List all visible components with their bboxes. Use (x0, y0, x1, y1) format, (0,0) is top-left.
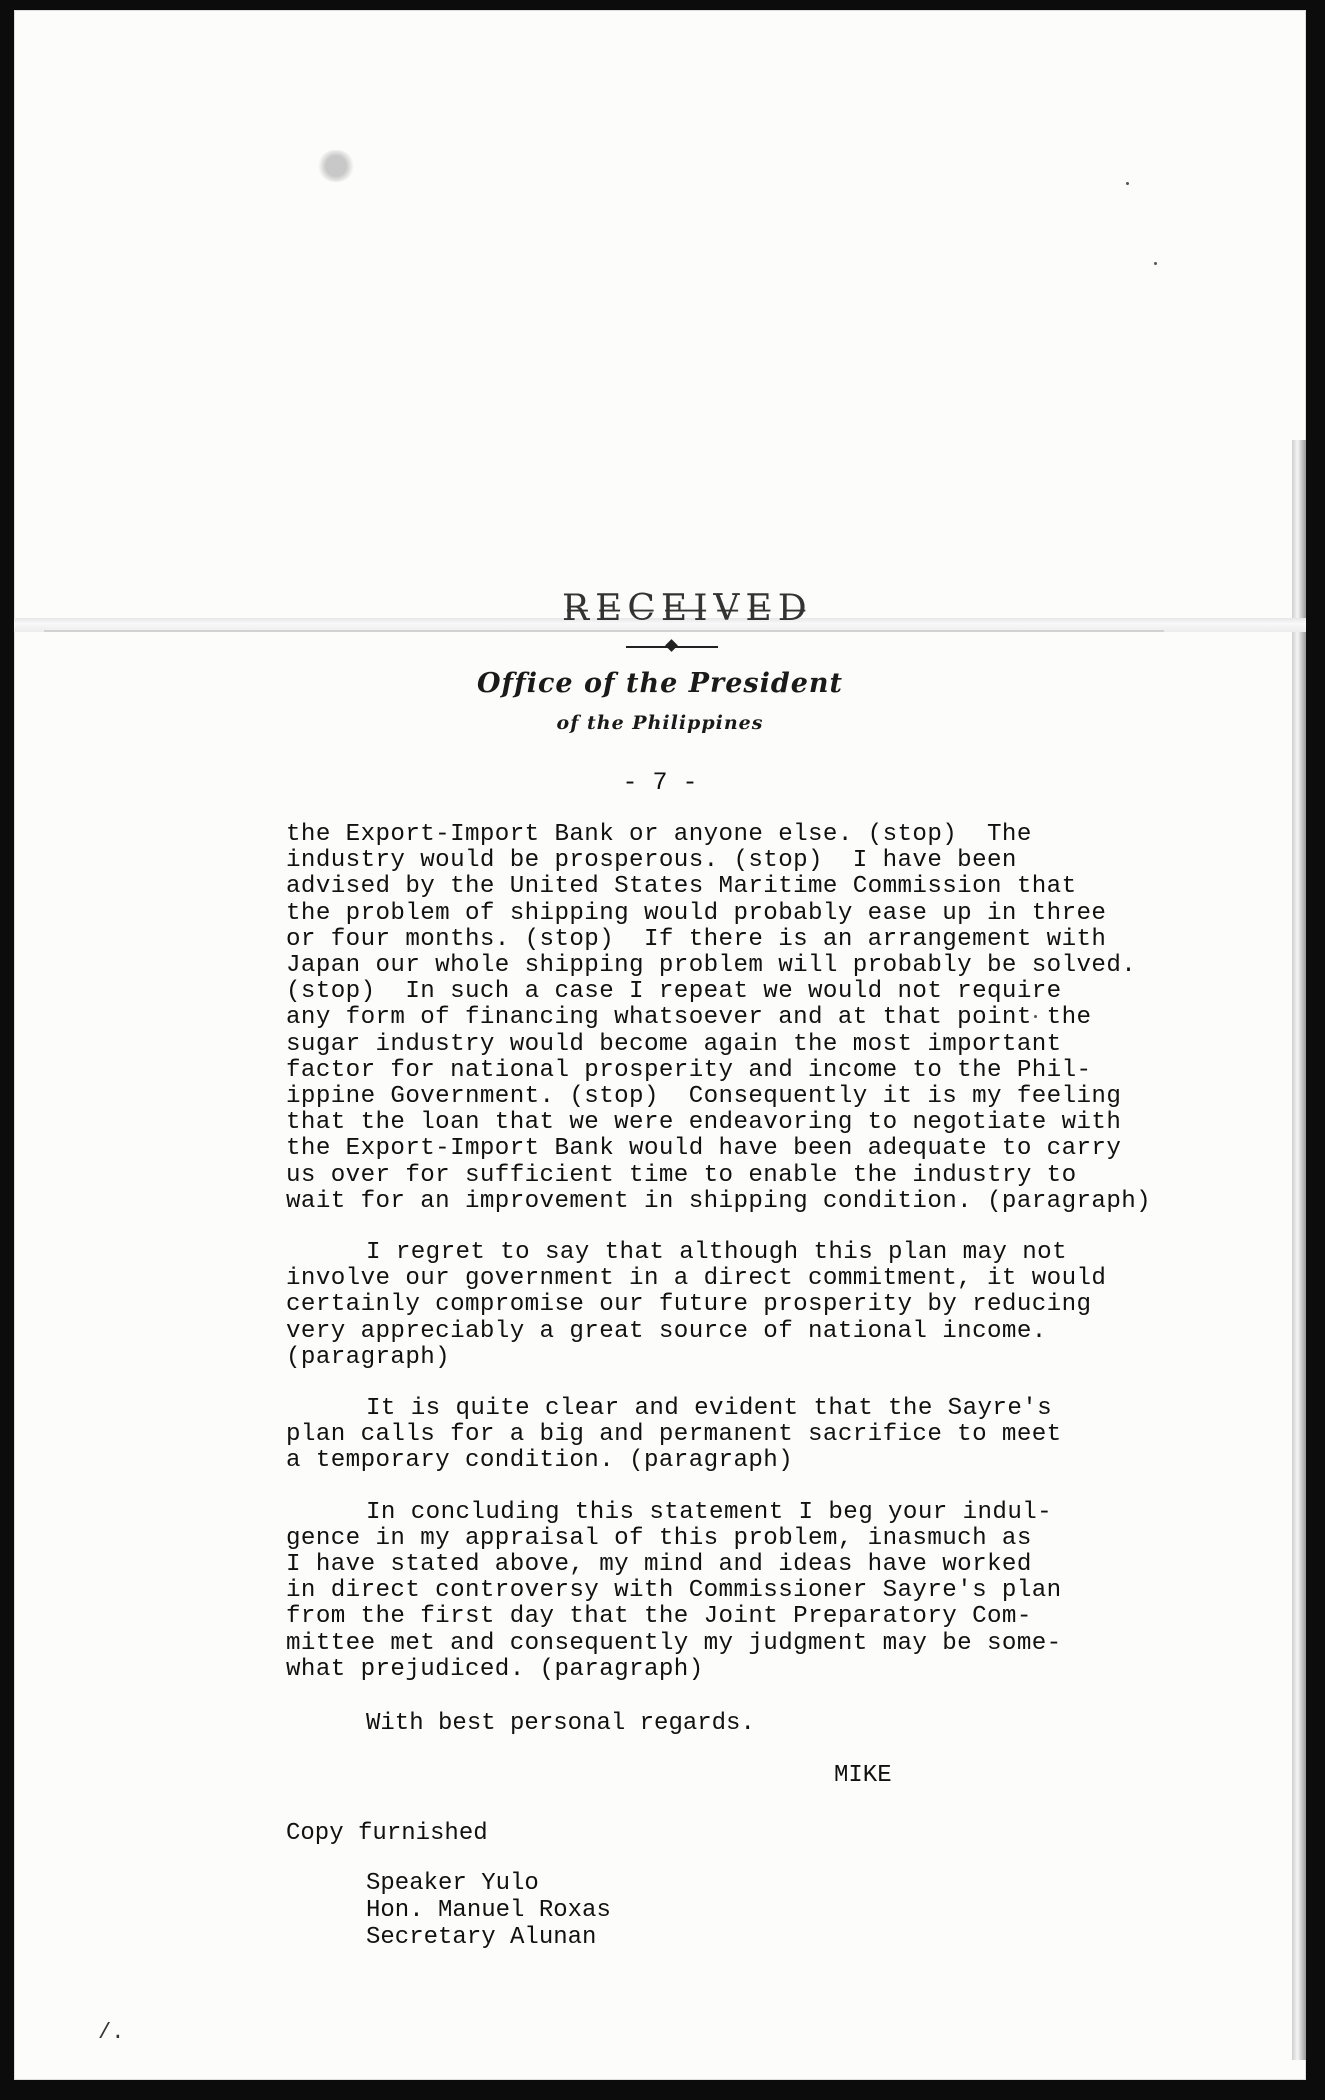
signature: MIKE (834, 1762, 892, 1789)
text-line: sugar industry would become again the most important (286, 1030, 1062, 1058)
letterhead-ornament (665, 639, 678, 652)
speck (1126, 182, 1129, 185)
paragraph (286, 1240, 1286, 1371)
paragraph-gap (286, 1371, 1286, 1396)
paragraph (286, 1396, 1286, 1475)
text-line: what prejudiced. (paragraph) (286, 1655, 704, 1683)
text-line: the Export-Import Bank would have been adequate to carry (286, 1135, 1122, 1163)
page-number: - 7 - (622, 768, 698, 797)
margin-mark: /. (98, 2020, 125, 2045)
fold-line (44, 630, 1164, 632)
text-line: factor for national prosperity and income to the Phil- (286, 1056, 1092, 1084)
letterhead-subtitle: of the Philippines (556, 712, 764, 734)
cut-off-stamp: R̶E̶C̶E̶I̶V̶E̶D̶ (562, 588, 813, 629)
text-line: In concluding this statement I beg your indul- (366, 1498, 1053, 1526)
text-line: plan calls for a big and permanent sacrifice to meet (286, 1421, 1062, 1449)
text-line: mittee met and consequently my judgment may be some- (286, 1629, 1062, 1657)
text-line: I regret to say that although this plan may not (366, 1239, 1067, 1267)
text-line: from the first day that the Joint Preparatory Com- (286, 1603, 1032, 1631)
text-line: the Export-Import Bank or anyone else. (stop) The (286, 821, 1032, 848)
recipient: Secretary Alunan (366, 1924, 597, 1951)
document-page (14, 10, 1306, 2080)
text-line: (stop) In such a case I repeat we would not require (286, 978, 1062, 1006)
text-line: I have stated above, my mind and ideas have worked (286, 1551, 1032, 1579)
text-line: certainly compromise our future prosperity by reducing (286, 1291, 1092, 1319)
letter-body (286, 822, 1286, 1683)
paragraph (286, 822, 1286, 1215)
text-line: It is quite clear and evident that the Sayre's (366, 1395, 1053, 1423)
text-line: advised by the United States Maritime Commission that (286, 873, 1077, 901)
recipient: Speaker Yulo (366, 1870, 539, 1897)
text-line: us over for sufficient time to enable the industry to (286, 1161, 1077, 1189)
letterhead-title: Office of the President (476, 668, 844, 699)
ink-smudge (316, 150, 356, 182)
paragraph (286, 1500, 1286, 1683)
text-line: very appreciably a great source of national income. (286, 1317, 1047, 1345)
text-line: gence in my appraisal of this problem, inasmuch as (286, 1524, 1032, 1552)
speck (1154, 262, 1157, 265)
text-line: the problem of shipping would probably ease up in three (286, 899, 1107, 927)
text-line: involve our government in a direct commitment, it would (286, 1265, 1107, 1293)
text-line: in direct controversy with Commissioner Sayre's plan (286, 1577, 1062, 1605)
text-line: that the loan that we were endeavoring to negotiate with (286, 1109, 1122, 1137)
closing-line: With best personal regards. (366, 1710, 755, 1737)
text-line: or four months. (stop) If there is an arrangement with (286, 925, 1107, 953)
text-line: a temporary condition. (paragraph) (286, 1447, 794, 1475)
text-line: industry would be prosperous. (stop) I have been (286, 847, 1017, 875)
text-line: any form of financing whatsoever and at that point the (286, 1004, 1092, 1032)
paragraph-gap (286, 1215, 1286, 1240)
text-line: ippine Government. (stop) Consequently it is my feeling (286, 1083, 1122, 1111)
text-line: wait for an improvement in shipping condition. (paragraph) (286, 1187, 1152, 1215)
copy-furnished-label: Copy furnished (286, 1820, 488, 1847)
copy-furnished-list (366, 1870, 611, 1951)
recipient: Hon. Manuel Roxas (366, 1897, 611, 1924)
text-line: (paragraph) (286, 1343, 451, 1371)
text-line: Japan our whole shipping problem will probably be solved. (286, 952, 1137, 980)
paragraph-gap (286, 1475, 1286, 1500)
